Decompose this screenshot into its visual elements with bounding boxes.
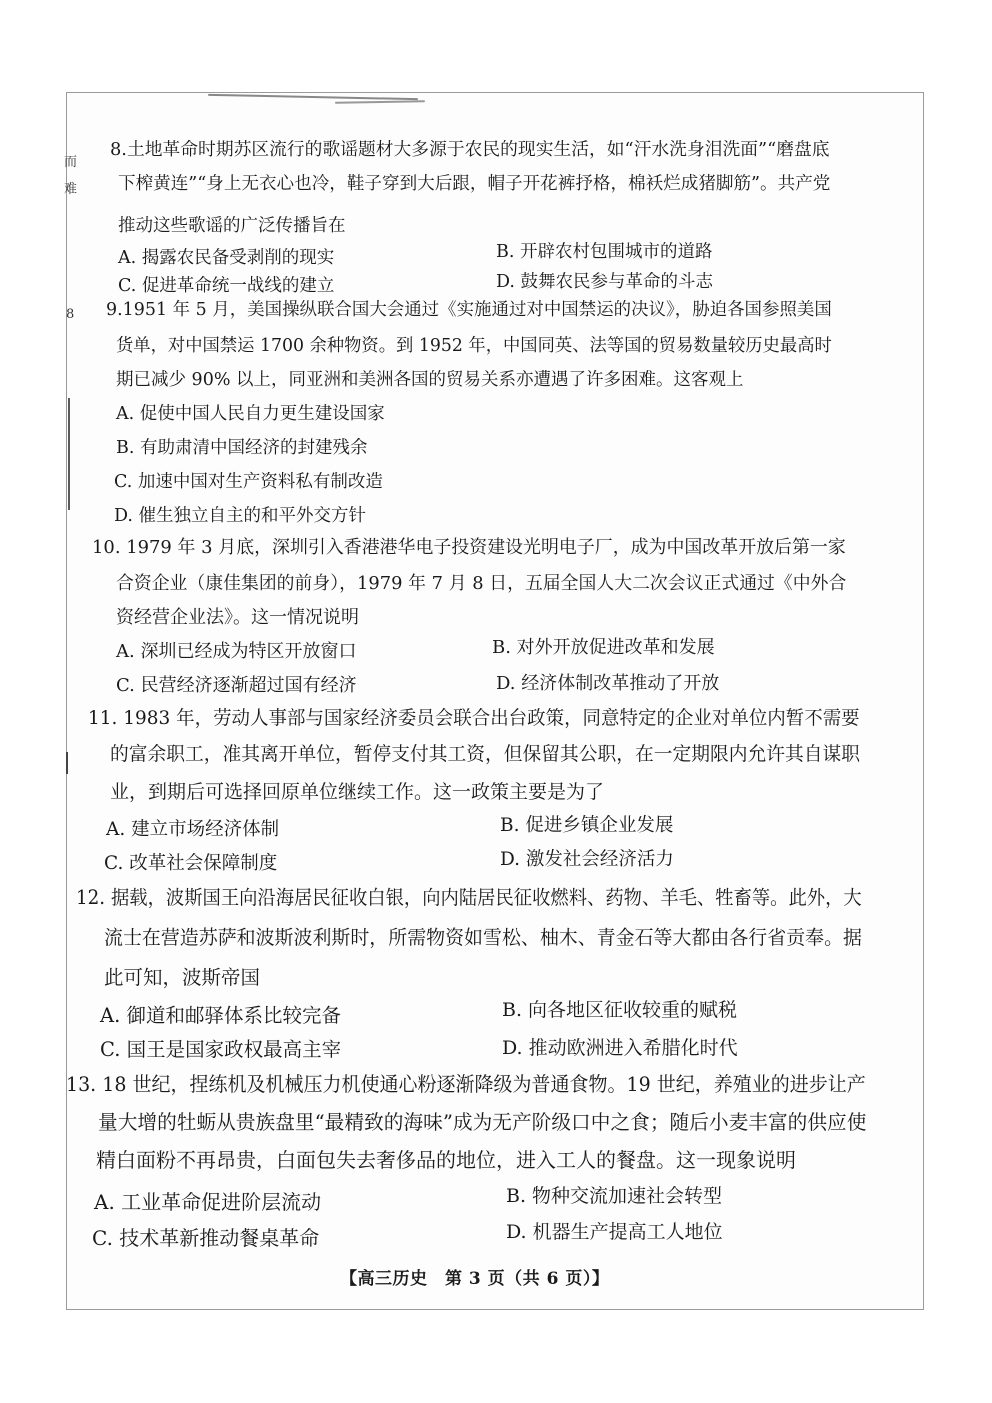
question-13-line: 量大增的牡蛎从贵族盘里“最精致的海味”成为无产阶级口中之食；随后小麦丰富的供应使 [98,1110,867,1134]
question-10-option-d: D. 经济体制改革推动了开放 [496,673,720,694]
question-9-option-b: B. 有助肃清中国经济的封建残余 [116,438,368,458]
page-footer: 【高三历史 第 3 页（共 6 页）】 [340,1269,610,1289]
question-11-line: 11. 1983 年，劳动人事部与国家经济委员会联合出台政策，同意特定的企业对单位内暂不需要 [88,707,860,729]
question-9-option-a: A. 促使中国人民自力更生建设国家 [116,404,385,424]
margin-bar [68,398,70,510]
question-8-line: 推动这些歌谣的广泛传播旨在 [118,216,346,236]
question-13-option-a: A. 工业革命促进阶层流动 [94,1190,322,1214]
question-8-option-b: B. 开辟农村包围城市的道路 [496,242,713,262]
question-9-line: 9.1951 年 5 月，美国操纵联合国大会通过《实施通过对中国禁运的决议》，胁迫各国参照美国 [106,300,832,320]
question-11-line: 的富余职工，准其离开单位，暂停支付其工资，但保留其公职，在一定期限内允许其自谋职 [110,743,861,765]
question-12-option-c: C. 国王是国家政权最高主宰 [100,1038,342,1061]
question-11-option-d: D. 激发社会经济活力 [500,849,674,870]
question-11-option-b: B. 促进乡镇企业发展 [500,815,674,836]
question-12-line: 12. 据载，波斯国王向沿海居民征收白银，向内陆居民征收燃料、药物、羊毛、牲畜等。此外，大 [76,886,862,909]
question-8-option-a: A. 揭露农民备受剥削的现实 [118,248,335,268]
question-11-line: 业，到期后可选择回原单位继续工作。这一政策主要是为了 [110,781,605,803]
question-13-line: 精白面粉不再昂贵，白面包失去奢侈品的地位，进入工人的餐盘。这一现象说明 [96,1148,796,1172]
question-9-line: 期已减少 90% 以上，同亚洲和美洲各国的贸易关系亦遭遇了许多困难。这客观上 [116,370,744,390]
question-13-option-c: C. 技术革新推动餐桌革命 [92,1226,320,1250]
question-11-option-a: A. 建立市场经济体制 [106,819,280,840]
margin-mark: 而 [64,155,78,170]
margin-mark: 8 [66,307,75,322]
question-12-option-d: D. 推动欧洲进入希腊化时代 [502,1037,738,1059]
question-9-option-d: D. 催生独立自主的和平外交方针 [114,506,367,526]
margin-mark: 难 [64,182,78,197]
question-8-option-d: D. 鼓舞农民参与革命的斗志 [496,272,714,292]
question-8-line: 8.土地革命时期苏区流行的歌谣题材大多源于农民的现实生活，如“汗水洗身泪洗面”“磨盘底 [110,140,830,160]
question-12-option-a: A. 御道和邮驿体系比较完备 [100,1004,341,1027]
question-9-line: 货单，对中国禁运 1700 余种物资。到 1952 年，中国同英、法等国的贸易数量较历史最高时 [116,336,832,356]
question-12-line: 此可知，波斯帝国 [104,966,261,989]
question-10-option-b: B. 对外开放促进改革和发展 [492,637,715,658]
question-10-line: 合资企业（康佳集团的前身），1979 年 7 月 8 日，五届全国人大二次会议正式通过《中外合 [116,573,847,594]
question-12-line: 流士在营造苏萨和波斯波利斯时，所需物资如雪松、柚木、青金石等大都由各行省贡奉。据 [104,926,863,949]
question-12-option-b: B. 向各地区征收较重的赋税 [502,999,738,1021]
question-13-option-d: D. 机器生产提高工人地位 [506,1221,723,1243]
question-11-option-c: C. 改革社会保障制度 [104,853,278,874]
question-10-option-a: A. 深圳已经成为特区开放窗口 [116,641,357,662]
question-10-line: 资经营企业法》。这一情况说明 [116,607,359,628]
question-9-option-c: C. 加速中国对生产资料私有制改造 [114,472,383,492]
question-13-line: 13. 18 世纪，捏练机及机械压力机使通心粉逐渐降级为普通食物。19 世纪，养殖业的进步让产 [66,1072,866,1096]
question-10-option-c: C. 民营经济逐渐超过国有经济 [116,675,357,696]
margin-tick [66,752,68,774]
question-8-option-c: C. 促进革命统一战线的建立 [118,276,335,296]
question-13-option-b: B. 物种交流加速社会转型 [506,1185,723,1207]
question-10-line: 10. 1979 年 3 月底，深圳引入香港港华电子投资建设光明电子厂，成为中国改革开放后第一家 [92,537,846,558]
question-8-line: 下榨黄连”“身上无衣心也冷，鞋子穿到大后跟，帽子开花裤抒格，棉袄烂成猪脚筋”。共产党 [118,174,831,194]
